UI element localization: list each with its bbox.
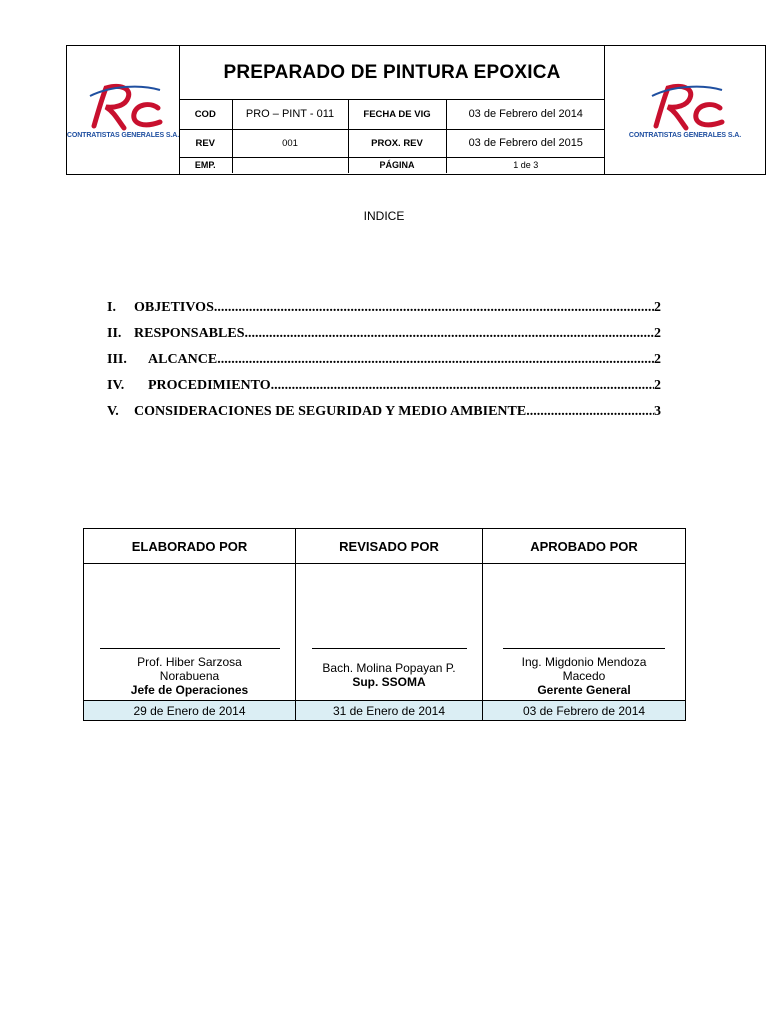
header-center (179, 46, 605, 174)
header-elaborado: ELABORADO POR (84, 529, 296, 564)
rc-logo-icon (642, 82, 728, 134)
meta-row-cod (179, 100, 605, 129)
toc-text: OBJETIVOS (134, 300, 214, 315)
document-title: PREPARADO DE PINTURA EPOXICA (179, 46, 605, 100)
approval-dates-row (84, 701, 686, 721)
header-revisado: REVISADO POR (296, 529, 483, 564)
signer-name: Prof. Hiber Sarzosa (137, 655, 242, 669)
signature-line (100, 648, 280, 649)
meta-label: PÁGINA (348, 157, 446, 173)
meta-value: 1 de 3 (513, 160, 539, 171)
company-logo-right (604, 46, 765, 174)
signer-role: Gerente General (537, 683, 631, 697)
toc-page: 2 (654, 326, 661, 341)
meta-label: EMP. (179, 157, 232, 173)
logo-company-name: CONTRATISTAS GENERALES S.A. (628, 131, 742, 139)
toc-text: ALCANCE (148, 352, 218, 367)
toc-number: I. (107, 300, 116, 315)
signature-cell-revisado (296, 564, 483, 701)
date-elaborado: 29 de Enero de 2014 (84, 701, 296, 721)
toc-leader-dots (271, 376, 654, 396)
approval-table (83, 528, 686, 721)
toc-page: 2 (654, 378, 661, 393)
meta-label: REV (179, 129, 232, 157)
meta-label: COD (179, 100, 232, 129)
toc-text: PROCEDIMIENTO (148, 378, 271, 393)
signature-line (503, 648, 665, 649)
toc-item (107, 376, 661, 402)
rc-logo-icon (80, 82, 166, 134)
meta-value: PRO – PINT - 011 (232, 100, 348, 129)
meta-label: PROX. REV (348, 129, 446, 157)
toc-number: III. (107, 352, 127, 367)
header-aprobado: APROBADO POR (483, 529, 686, 564)
signer-name: Bach. Molina Popayan P. (322, 661, 456, 675)
toc-page: 3 (654, 404, 661, 419)
meta-value: 001 (232, 129, 348, 157)
table-of-contents (107, 298, 661, 428)
toc-leader-dots (214, 298, 654, 318)
signer-name-cont: Norabuena (159, 669, 220, 683)
meta-row-rev (179, 129, 605, 157)
document-header (66, 45, 766, 175)
toc-item (107, 350, 661, 376)
toc-item (107, 402, 661, 428)
toc-item (107, 298, 661, 324)
signature-line (312, 648, 467, 649)
toc-number: IV. (107, 378, 125, 393)
meta-value: 03 de Febrero del 2015 (446, 129, 605, 157)
toc-page: 2 (654, 352, 661, 367)
meta-label: FECHA DE VIG (348, 100, 446, 129)
signer-name: Ing. Migdonio Mendoza (521, 655, 647, 669)
logo-company-name: CONTRATISTAS GENERALES S.A. (66, 131, 180, 139)
meta-value (232, 157, 348, 173)
toc-number: II. (107, 326, 122, 341)
toc-leader-dots (244, 324, 654, 344)
toc-text: RESPONSABLES (134, 326, 245, 341)
toc-page: 2 (654, 300, 661, 315)
date-aprobado: 03 de Febrero de 2014 (483, 701, 686, 721)
document-meta-table (179, 100, 605, 173)
index-title: INDICE (363, 209, 405, 223)
meta-row-emp (179, 157, 605, 173)
approval-header-row (84, 529, 686, 564)
signer-role: Sup. SSOMA (352, 675, 426, 689)
signer-role: Jefe de Operaciones (130, 683, 249, 697)
signer-name-cont: Macedo (562, 669, 606, 683)
signature-cell-elaborado (84, 564, 296, 701)
toc-leader-dots (526, 402, 654, 422)
toc-item (107, 324, 661, 350)
toc-number: V. (107, 404, 119, 419)
company-logo-left (67, 46, 180, 174)
toc-text: CONSIDERACIONES DE SEGURIDAD Y MEDIO AMBIENTE (134, 404, 527, 419)
meta-value: 03 de Febrero del 2014 (446, 100, 605, 129)
approval-signature-row (84, 564, 686, 701)
toc-leader-dots (217, 350, 654, 370)
date-revisado: 31 de Enero de 2014 (296, 701, 483, 721)
signature-cell-aprobado (483, 564, 686, 701)
